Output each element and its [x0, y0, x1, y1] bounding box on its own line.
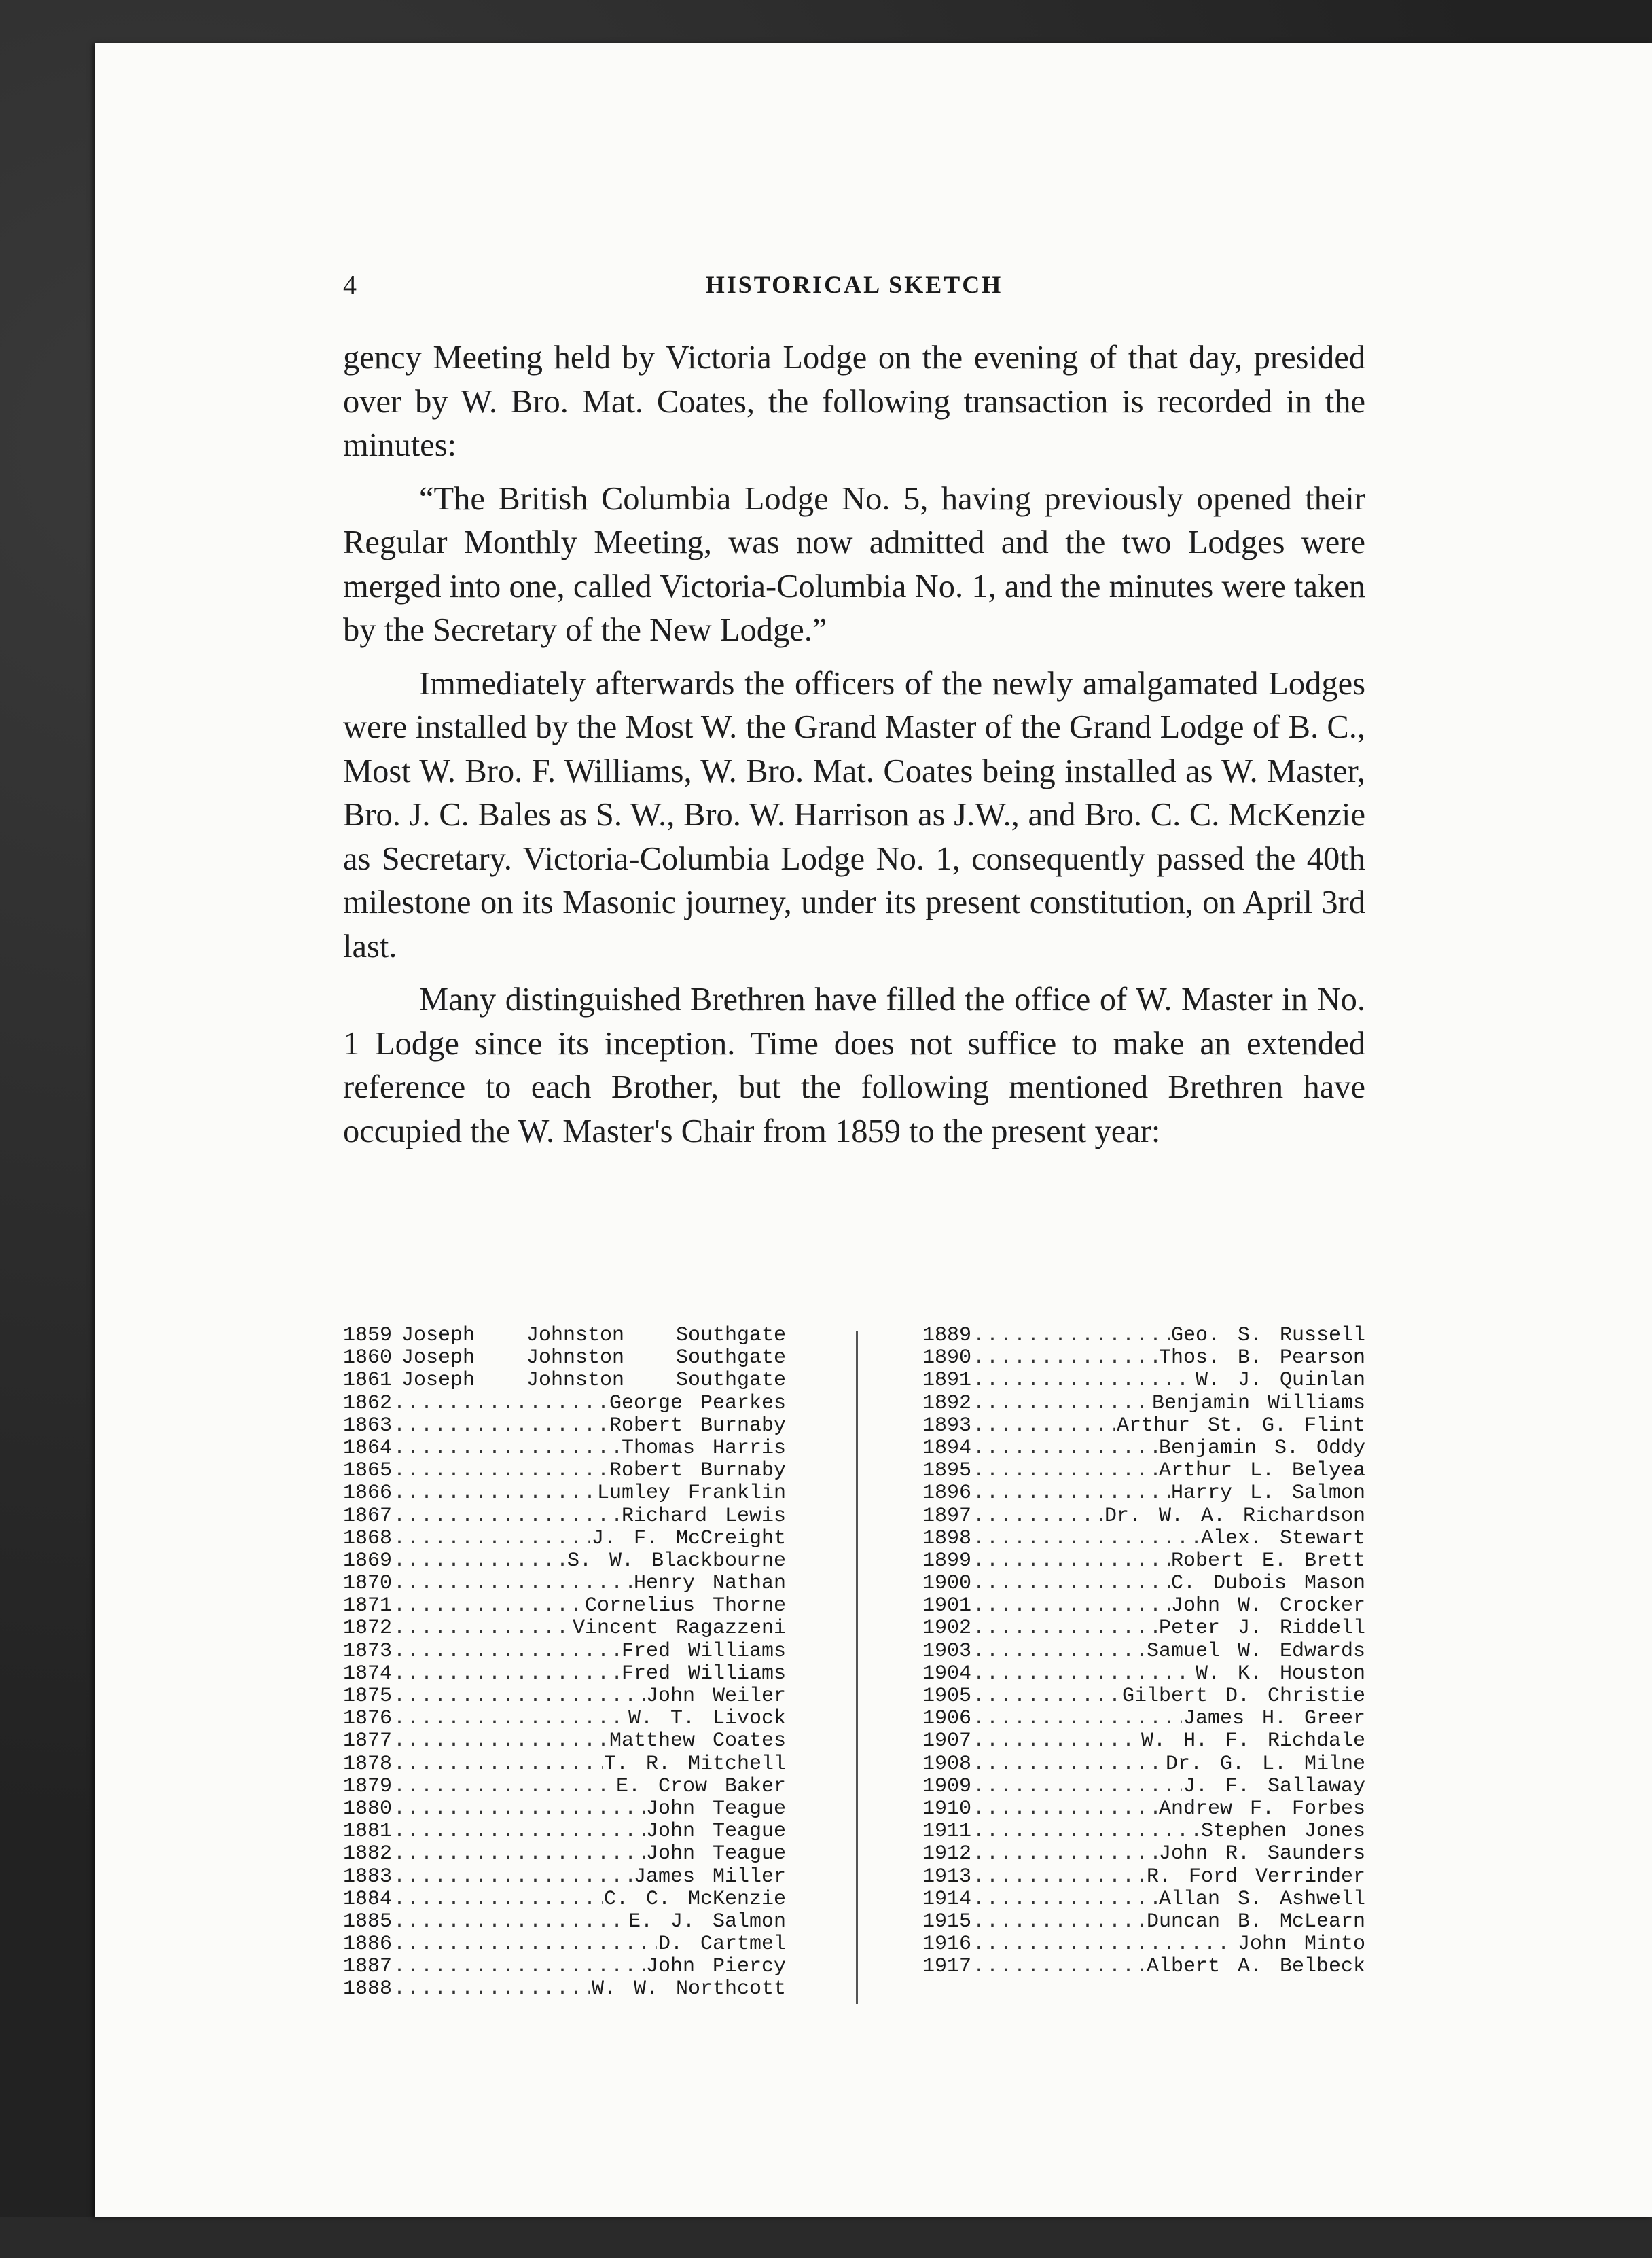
master-entry — [922, 1753, 1365, 1776]
master-name: Henry Nathan — [633, 1573, 786, 1596]
paragraph-continued: gency Meeting held by Victoria Lodge on the evening of that day, presided over by W. Bro. Mat. Coates, the following transaction is recorded in the minutes: — [343, 340, 1365, 463]
master-year: 1888 — [343, 1978, 393, 2001]
dot-leader — [973, 1685, 1121, 1708]
master-entry — [343, 1821, 786, 1843]
master-entry — [343, 1753, 786, 1776]
master-name: John Teague — [645, 1797, 786, 1821]
master-name: James H. Greer — [1183, 1708, 1365, 1731]
master-entry — [343, 1482, 786, 1505]
paragraph-masters-intro: Many distinguished Brethren have filled the office of W. Master in No. 1 Lodge since its inception. Time does not suffice to make an extended reference to each Brother, but the following mentioned Brethren have occupied the W. Master's Chair from 1859 to the present year: — [343, 982, 1365, 1149]
master-name: Peter J. Riddell — [1158, 1617, 1365, 1641]
master-name: Robert Burnaby — [609, 1460, 786, 1483]
masters-column-left — [343, 1325, 786, 2001]
master-year: 1875 — [343, 1685, 393, 1708]
master-year: 1860 — [343, 1347, 393, 1370]
master-name: W. T. Livock — [628, 1708, 786, 1731]
dot-leader — [973, 1573, 1170, 1595]
dot-leader — [393, 1393, 608, 1415]
master-name: S. W. Blackbourne — [567, 1549, 786, 1573]
master-name: Dr. W. A. Richardson — [1104, 1505, 1365, 1528]
dot-leader — [973, 1933, 1236, 1956]
master-year: 1861 — [343, 1369, 393, 1393]
master-name: John R. Saunders — [1158, 1843, 1365, 1866]
dot-leader — [393, 1685, 645, 1708]
master-year: 1882 — [343, 1843, 393, 1866]
master-year: 1895 — [922, 1460, 972, 1483]
master-entry — [343, 1866, 786, 1888]
master-name: Harry L. Salmon — [1170, 1482, 1365, 1505]
dot-leader — [973, 1798, 1157, 1821]
master-entry — [343, 1595, 786, 1617]
master-entry — [343, 1730, 786, 1753]
dot-leader — [393, 1595, 583, 1617]
master-entry — [922, 1798, 1365, 1821]
dot-leader — [393, 1708, 627, 1730]
master-year: 1889 — [922, 1325, 972, 1347]
master-year: 1917 — [922, 1956, 972, 1979]
master-name: D. Cartmel — [658, 1933, 786, 1956]
master-name: Cornelius Thorne — [584, 1595, 786, 1618]
master-name: C. C. McKenzie — [603, 1888, 786, 1911]
dot-leader — [393, 1573, 632, 1595]
master-entry — [343, 1798, 786, 1821]
dot-leader — [973, 1550, 1170, 1573]
dot-leader — [973, 1730, 1140, 1753]
master-name: E. Crow Baker — [615, 1775, 786, 1798]
master-entry — [922, 1776, 1365, 1798]
master-year: 1897 — [922, 1505, 972, 1528]
master-year: 1907 — [922, 1730, 972, 1753]
master-entry — [343, 1415, 786, 1437]
master-year: 1901 — [922, 1595, 972, 1618]
master-year: 1910 — [922, 1797, 972, 1821]
master-entry — [922, 1843, 1365, 1865]
master-name: Samuel W. Edwards — [1146, 1640, 1365, 1663]
master-entry — [343, 1888, 786, 1911]
paragraph-installation: Immediately afterwards the officers of the newly amalgamated Lodges were installed by the Most W. the Grand Master of the Grand Lodge of B. C., Most W. Bro. F. Williams, W. Bro. Mat. Coates being installed as W. Master, Bro. J. C. Bales as S. W., Bro. W. Harrison as J.W., and Bro. C. C. McKenzie as Secretary. Victoria-Columbia Lodge No. 1, consequently passed the 40th milestone on its Masonic journey, under its present constitution, on April 3rd last. — [343, 665, 1365, 965]
master-year: 1878 — [343, 1753, 393, 1776]
master-name: John W. Crocker — [1170, 1595, 1365, 1618]
master-year: 1892 — [922, 1392, 972, 1415]
master-year: 1914 — [922, 1888, 972, 1911]
master-year: 1911 — [922, 1821, 972, 1844]
master-name: Arthur St. G. Flint — [1116, 1414, 1365, 1437]
master-name: Alex. Stewart — [1200, 1527, 1365, 1550]
master-year: 1863 — [343, 1414, 393, 1437]
master-entry — [343, 1776, 786, 1798]
master-name: John Weiler — [645, 1685, 786, 1708]
dot-leader — [393, 1663, 620, 1685]
master-name: James Miller — [633, 1865, 786, 1888]
running-head-title: HISTORICAL SKETCH — [705, 271, 1003, 298]
master-year: 1871 — [343, 1595, 393, 1618]
master-year: 1873 — [343, 1640, 393, 1663]
master-entry — [922, 1460, 1365, 1482]
master-name: Thos. B. Pearson — [1158, 1347, 1365, 1370]
dot-leader — [973, 1617, 1157, 1640]
master-year: 1865 — [343, 1460, 393, 1483]
master-year: 1899 — [922, 1549, 972, 1573]
master-name: Gilbert D. Christie — [1121, 1685, 1365, 1708]
master-entry — [922, 1866, 1365, 1888]
master-entry — [922, 1505, 1365, 1528]
master-entry — [343, 1325, 786, 1347]
master-year: 1859 — [343, 1325, 393, 1347]
page-number: 4 — [343, 270, 357, 300]
dot-leader — [393, 1641, 620, 1663]
master-entry — [343, 1956, 786, 1978]
master-name: Duncan B. McLearn — [1146, 1910, 1365, 1933]
master-entry — [343, 1573, 786, 1595]
master-year: 1868 — [343, 1527, 393, 1550]
master-name: Benjamin S. Oddy — [1158, 1437, 1365, 1460]
dot-leader — [973, 1437, 1157, 1460]
master-entry — [922, 1663, 1365, 1685]
dot-leader — [393, 1843, 645, 1865]
master-name: J. F. McCreight — [591, 1527, 786, 1550]
master-year: 1893 — [922, 1414, 972, 1437]
master-name: Joseph Johnston Southgate — [401, 1347, 786, 1370]
dot-leader — [973, 1821, 1200, 1843]
dot-leader — [973, 1911, 1145, 1933]
dot-leader — [973, 1415, 1115, 1437]
master-year: 1891 — [922, 1369, 972, 1393]
dot-leader — [973, 1505, 1103, 1528]
master-name: John Teague — [645, 1843, 786, 1866]
dot-leader — [393, 1888, 603, 1911]
dot-leader — [973, 1888, 1157, 1911]
master-name: John Teague — [645, 1821, 786, 1844]
master-name: George Pearkes — [609, 1392, 786, 1415]
dot-leader — [973, 1325, 1170, 1347]
dot-leader — [393, 1437, 620, 1460]
dot-leader — [393, 1866, 632, 1888]
master-year: 1866 — [343, 1482, 393, 1505]
master-name: Joseph Johnston Southgate — [401, 1369, 786, 1393]
running-head — [343, 269, 1365, 310]
master-entry — [343, 1843, 786, 1865]
master-entry — [922, 1888, 1365, 1911]
master-year: 1862 — [343, 1392, 393, 1415]
paragraph-quote: “The British Columbia Lodge No. 5, having previously opened their Regular Monthly Meeting, was now admitted and the two Lodges were merged into one, called Victoria-Columbia No. 1, and the minutes were taken by the Secretary of the New Lodge.” — [343, 480, 1365, 648]
master-name: Allan S. Ashwell — [1158, 1888, 1365, 1911]
column-divider — [856, 1331, 858, 2004]
dot-leader — [973, 1641, 1145, 1663]
dot-leader — [973, 1776, 1182, 1798]
master-year: 1872 — [343, 1617, 393, 1641]
master-entry — [922, 1641, 1365, 1663]
master-entry — [343, 1460, 786, 1482]
dot-leader — [973, 1528, 1200, 1550]
master-entry — [922, 1415, 1365, 1437]
master-year: 1898 — [922, 1527, 972, 1550]
dot-leader — [393, 1730, 608, 1753]
dot-leader — [393, 1617, 571, 1640]
dot-leader — [973, 1753, 1164, 1776]
master-entry — [343, 1978, 786, 2001]
dot-leader — [973, 1595, 1170, 1617]
master-entry — [922, 1528, 1365, 1550]
master-year: 1909 — [922, 1775, 972, 1798]
master-name: Stephen Jones — [1200, 1821, 1365, 1844]
master-name: Lumley Franklin — [596, 1482, 786, 1505]
master-entry — [343, 1641, 786, 1663]
master-entry — [343, 1528, 786, 1550]
master-entry — [922, 1730, 1365, 1753]
body-text — [343, 336, 1365, 1163]
master-entry — [922, 1369, 1365, 1392]
master-year: 1906 — [922, 1708, 972, 1731]
master-entry — [343, 1911, 786, 1933]
master-name: W. J. Quinlan — [1195, 1369, 1365, 1393]
master-name: Richard Lewis — [621, 1505, 786, 1528]
dot-leader — [973, 1460, 1157, 1482]
master-name: Arthur L. Belyea — [1158, 1460, 1365, 1483]
dot-leader — [973, 1369, 1194, 1392]
master-year: 1887 — [343, 1956, 393, 1979]
master-name: Andrew F. Forbes — [1158, 1797, 1365, 1821]
master-name: Joseph Johnston Southgate — [401, 1325, 786, 1347]
master-entry — [343, 1617, 786, 1640]
dot-leader — [973, 1393, 1151, 1415]
master-name: Albert A. Belbeck — [1146, 1956, 1365, 1979]
master-name: Thomas Harris — [621, 1437, 786, 1460]
master-entry — [343, 1347, 786, 1369]
dot-leader — [393, 1482, 596, 1505]
master-entry — [922, 1933, 1365, 1956]
master-name: W. K. Houston — [1195, 1662, 1365, 1685]
master-name: C. Dubois Mason — [1170, 1573, 1365, 1596]
master-year: 1913 — [922, 1865, 972, 1888]
master-year: 1883 — [343, 1865, 393, 1888]
master-entry — [343, 1505, 786, 1528]
dot-leader — [393, 1933, 657, 1956]
dot-leader — [973, 1708, 1182, 1730]
master-year: 1912 — [922, 1843, 972, 1866]
master-year: 1905 — [922, 1685, 972, 1708]
dot-leader — [393, 1798, 645, 1821]
dot-leader — [973, 1956, 1145, 1978]
master-year: 1880 — [343, 1797, 393, 1821]
master-name: Vincent Ragazzeni — [572, 1617, 786, 1641]
dot-leader — [393, 1460, 608, 1482]
master-entry — [922, 1708, 1365, 1730]
master-year: 1894 — [922, 1437, 972, 1460]
master-entry — [922, 1911, 1365, 1933]
master-year: 1876 — [343, 1708, 393, 1731]
dot-leader — [393, 1415, 608, 1437]
master-year: 1870 — [343, 1573, 393, 1596]
master-entry — [343, 1933, 786, 1956]
master-year: 1890 — [922, 1347, 972, 1370]
master-year: 1877 — [343, 1730, 393, 1753]
master-name: W. W. Northcott — [591, 1978, 786, 2001]
master-entry — [922, 1685, 1365, 1708]
master-entry — [922, 1573, 1365, 1595]
master-year: 1867 — [343, 1505, 393, 1528]
master-year: 1885 — [343, 1910, 393, 1933]
master-year: 1884 — [343, 1888, 393, 1911]
dot-leader — [393, 1550, 566, 1573]
dot-leader — [393, 1978, 590, 2001]
master-name: W. H. F. Richdale — [1141, 1730, 1365, 1753]
master-name: Dr. G. L. Milne — [1165, 1753, 1365, 1776]
master-name: John Minto — [1237, 1933, 1365, 1956]
master-year: 1881 — [343, 1821, 393, 1844]
master-year: 1869 — [343, 1549, 393, 1573]
master-year: 1904 — [922, 1662, 972, 1685]
master-entry — [922, 1617, 1365, 1640]
dot-leader — [973, 1866, 1145, 1888]
dot-leader — [393, 1956, 645, 1978]
master-name: Matthew Coates — [609, 1730, 786, 1753]
master-year: 1908 — [922, 1753, 972, 1776]
master-year: 1915 — [922, 1910, 972, 1933]
master-entry — [343, 1369, 786, 1392]
master-entry — [343, 1685, 786, 1708]
master-entry — [343, 1708, 786, 1730]
master-name: R. Ford Verrinder — [1146, 1865, 1365, 1888]
master-name: J. F. Sallaway — [1183, 1775, 1365, 1798]
master-year: 1886 — [343, 1933, 393, 1956]
master-year: 1896 — [922, 1482, 972, 1505]
master-name: E. J. Salmon — [628, 1910, 786, 1933]
master-entry — [922, 1347, 1365, 1369]
master-year: 1879 — [343, 1775, 393, 1798]
master-entry — [343, 1437, 786, 1460]
dot-leader — [973, 1347, 1157, 1369]
master-entry — [922, 1482, 1365, 1505]
master-year: 1900 — [922, 1573, 972, 1596]
master-entry — [343, 1393, 786, 1415]
master-entry — [343, 1550, 786, 1573]
masters-column-right — [922, 1325, 1365, 1978]
master-year: 1864 — [343, 1437, 393, 1460]
master-name: Fred Williams — [621, 1640, 786, 1663]
dot-leader — [973, 1482, 1170, 1505]
dot-leader — [393, 1528, 590, 1550]
master-year: 1903 — [922, 1640, 972, 1663]
dot-leader — [393, 1911, 627, 1933]
master-entry — [922, 1956, 1365, 1978]
master-entry — [922, 1437, 1365, 1460]
master-entry — [922, 1325, 1365, 1347]
dot-leader — [973, 1843, 1157, 1865]
master-entry — [922, 1821, 1365, 1843]
dot-leader — [973, 1663, 1194, 1685]
master-name: Geo. S. Russell — [1170, 1325, 1365, 1347]
master-year: 1874 — [343, 1662, 393, 1685]
dot-leader — [393, 1505, 620, 1528]
master-name: T. R. Mitchell — [603, 1753, 786, 1776]
master-entry — [922, 1393, 1365, 1415]
master-name: Fred Williams — [621, 1662, 786, 1685]
dot-leader — [393, 1753, 603, 1776]
dot-leader — [393, 1821, 645, 1843]
master-entry — [922, 1595, 1365, 1617]
master-year: 1902 — [922, 1617, 972, 1641]
master-name: John Piercy — [645, 1956, 786, 1979]
master-name: Robert E. Brett — [1170, 1549, 1365, 1573]
master-entry — [922, 1550, 1365, 1573]
master-entry — [343, 1663, 786, 1685]
master-name: Robert Burnaby — [609, 1414, 786, 1437]
past-masters-list — [343, 1325, 1365, 2004]
master-name: Benjamin Williams — [1151, 1392, 1365, 1415]
master-year: 1916 — [922, 1933, 972, 1956]
dot-leader — [393, 1776, 615, 1798]
